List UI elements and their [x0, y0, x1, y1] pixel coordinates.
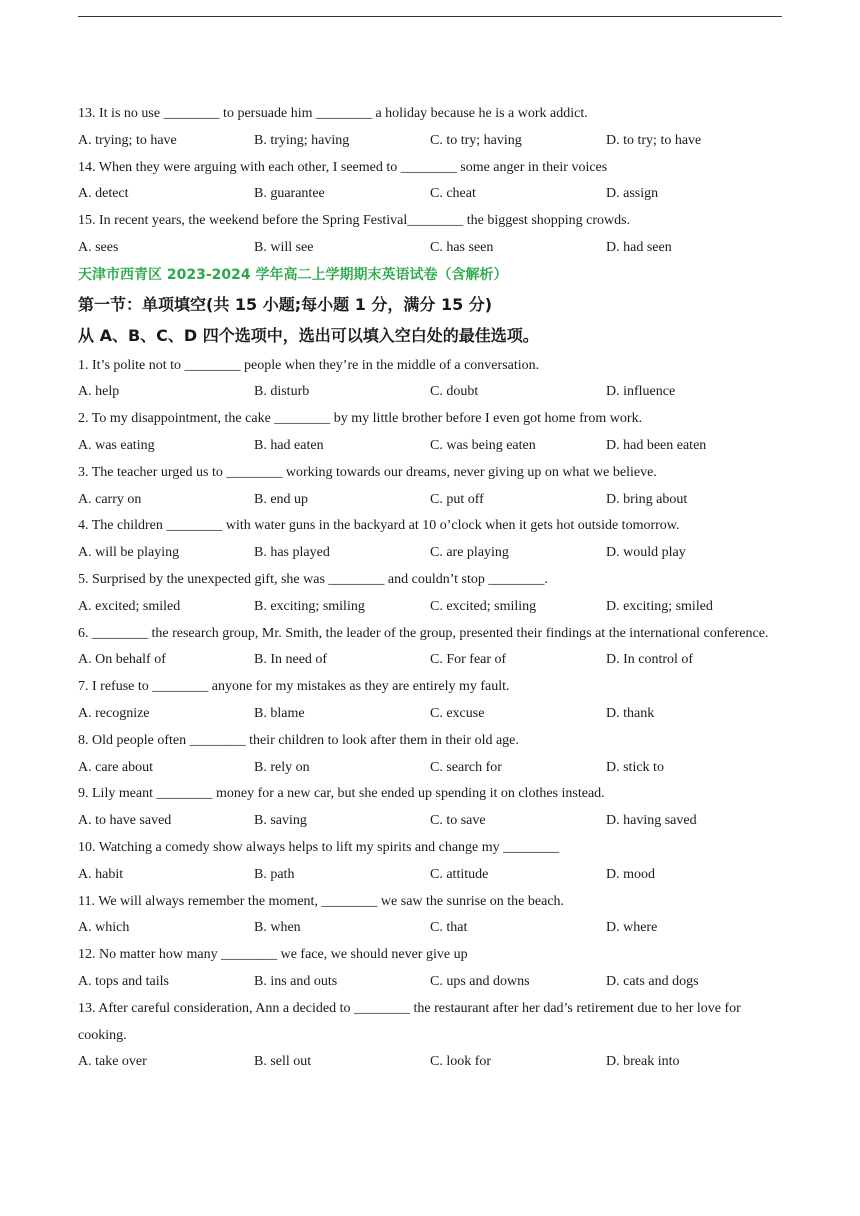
- option-c: C. to save: [430, 813, 486, 829]
- question-options: [78, 594, 782, 621]
- option-c: C. doubt: [430, 384, 479, 400]
- question-options: [78, 647, 782, 674]
- question-options: [78, 487, 782, 514]
- question-item: [78, 406, 782, 460]
- option-a: A. tops and tails: [78, 973, 169, 989]
- instruction-text: 从 A、B、C、D 四个选项中，选出可以填入空白处的最佳选项。: [78, 325, 539, 345]
- question-options: [78, 862, 782, 889]
- option-a: A. carry on: [78, 491, 142, 507]
- question-options: [78, 540, 782, 567]
- question-stem: 6. ________ the research group, Mr. Smith, the leader of the group, presented their findings at the international conference.: [78, 625, 769, 641]
- question-options: [78, 808, 782, 835]
- exam-title: 天津市西青区 2023-2024 学年高二上学期期末英语试卷（含解析）: [78, 266, 508, 283]
- option-a: A. On behalf of: [78, 652, 166, 668]
- question-item: [78, 460, 782, 514]
- option-b: B. sell out: [254, 1054, 312, 1070]
- option-d: D. mood: [606, 866, 655, 882]
- question-item: [78, 996, 782, 1076]
- option-d: D. bring about: [606, 491, 688, 507]
- question-item: [78, 674, 782, 728]
- question-stem: 8. Old people often ________ their children to look after them in their old age.: [78, 732, 519, 748]
- option-a: A. habit: [78, 866, 124, 882]
- option-a: A. which: [78, 920, 130, 936]
- question-stem: 9. Lily meant ________ money for a new car, but she ended up spending it on clothes instead.: [78, 786, 605, 802]
- question-stem: 2. To my disappointment, the cake ________ by my little brother before I even got home from work.: [78, 411, 643, 427]
- question-item: [78, 835, 782, 889]
- option-d: D. influence: [606, 384, 676, 400]
- option-a: A. trying; to have: [78, 132, 177, 148]
- option-a: A. was eating: [78, 437, 155, 453]
- option-d: D. thank: [606, 705, 655, 721]
- option-a: A. care about: [78, 759, 154, 775]
- option-c: C. to try; having: [430, 132, 522, 148]
- question-item: [78, 567, 782, 621]
- question-item: [78, 513, 782, 567]
- option-b: B. disturb: [254, 384, 310, 400]
- option-a: A. detect: [78, 186, 129, 202]
- question-list: [78, 353, 782, 1077]
- option-d: D. assign: [606, 186, 659, 202]
- option-d: D. stick to: [606, 759, 664, 775]
- option-a: A. recognize: [78, 705, 150, 721]
- question-options: [78, 701, 782, 728]
- option-c: C. was being eaten: [430, 437, 536, 453]
- option-a: A. to have saved: [78, 813, 172, 829]
- option-d: D. break into: [606, 1054, 680, 1070]
- option-d: D. having saved: [606, 813, 697, 829]
- question-stem: 10. Watching a comedy show always helps to lift my spirits and change my ________: [78, 839, 560, 855]
- question-stem: 4. The children ________ with water guns in the backyard at 10 o’clock when it gets hot outside tomorrow.: [78, 518, 680, 534]
- question-stem: 11. We will always remember the moment, ________ we saw the sunrise on the beach.: [78, 893, 565, 909]
- option-d: D. had seen: [606, 239, 672, 255]
- option-c: C. search for: [430, 759, 502, 775]
- option-c: C. excited; smiling: [430, 598, 537, 614]
- option-b: B. guarantee: [254, 186, 325, 202]
- option-b: B. saving: [254, 813, 307, 829]
- option-b: B. when: [254, 920, 301, 936]
- option-a: A. help: [78, 384, 120, 400]
- option-b: B. has played: [254, 545, 330, 561]
- question-stem: 1. It’s polite not to ________ people when they’re in the middle of a conversation.: [78, 357, 540, 373]
- option-a: A. will be playing: [78, 545, 180, 561]
- question-stem: 13. It is no use ________ to persuade him ________ a holiday because he is a work addict.: [78, 106, 588, 121]
- question-item: [78, 889, 782, 943]
- option-b: B. trying; having: [254, 132, 350, 148]
- question-stem: 13. After careful consideration, Ann a decided to ________ the restaurant after her dad’s retirement due to her love for cooking.: [78, 1000, 741, 1043]
- exam-document: [78, 101, 782, 1076]
- question-item: [78, 621, 782, 675]
- question-item: [78, 942, 782, 996]
- option-c: C. cheat: [430, 186, 476, 202]
- question-options: [78, 915, 782, 942]
- option-b: B. blame: [254, 705, 305, 721]
- option-d: D. to try; to have: [606, 132, 702, 148]
- question-item: [78, 353, 782, 407]
- option-c: C. excuse: [430, 705, 485, 721]
- option-d: D. In control of: [606, 652, 694, 668]
- question-item: [78, 728, 782, 782]
- option-b: B. will see: [254, 239, 314, 255]
- question-options: [78, 433, 782, 460]
- option-c: C. that: [430, 920, 468, 936]
- question-stem: 3. The teacher urged us to ________ working towards our dreams, never giving up on what we believe.: [78, 464, 657, 480]
- option-a: A. take over: [78, 1054, 147, 1070]
- question-options: [78, 128, 782, 155]
- question-options: [78, 969, 782, 996]
- option-d: D. had been eaten: [606, 437, 707, 453]
- question-options: [78, 235, 782, 262]
- question-item: [78, 781, 782, 835]
- option-c: C. ups and downs: [430, 973, 530, 989]
- option-c: C. are playing: [430, 545, 509, 561]
- option-c: C. has seen: [430, 239, 494, 255]
- option-d: D. would play: [606, 545, 686, 561]
- question-stem: 12. No matter how many ________ we face, we should never give up: [78, 947, 468, 963]
- option-c: C. put off: [430, 491, 484, 507]
- question-options: [78, 181, 782, 208]
- section-heading: 第一节：单项填空(共 15 小题;每小题 1 分，满分 15 分): [78, 294, 493, 314]
- option-b: B. path: [254, 866, 295, 882]
- option-b: B. In need of: [254, 652, 328, 668]
- option-c: C. look for: [430, 1054, 492, 1070]
- question-stem: 5. Surprised by the unexpected gift, she was ________ and couldn’t stop ________.: [78, 571, 548, 587]
- question-options: [78, 1049, 782, 1076]
- question-options: [78, 379, 782, 406]
- option-b: B. end up: [254, 491, 309, 507]
- option-a: A. excited; smiled: [78, 598, 181, 614]
- option-b: B. had eaten: [254, 437, 324, 453]
- option-d: D. cats and dogs: [606, 973, 699, 989]
- option-b: B. exciting; smiling: [254, 598, 365, 614]
- option-d: D. where: [606, 920, 658, 936]
- question-options: [78, 755, 782, 782]
- option-c: C. For fear of: [430, 652, 507, 668]
- option-c: C. attitude: [430, 866, 489, 882]
- option-d: D. exciting; smiled: [606, 598, 713, 614]
- header-rule: [78, 16, 782, 17]
- option-a: A. sees: [78, 239, 119, 255]
- question-stem: 7. I refuse to ________ anyone for my mistakes as they are entirely my fault.: [78, 679, 510, 695]
- option-b: B. rely on: [254, 759, 310, 775]
- question-stem: 15. In recent years, the weekend before the Spring Festival________ the biggest shopping crowds.: [78, 213, 631, 229]
- question-stem: 14. When they were arguing with each other, I seemed to ________ some anger in their voices: [78, 159, 608, 175]
- option-b: B. ins and outs: [254, 973, 338, 989]
